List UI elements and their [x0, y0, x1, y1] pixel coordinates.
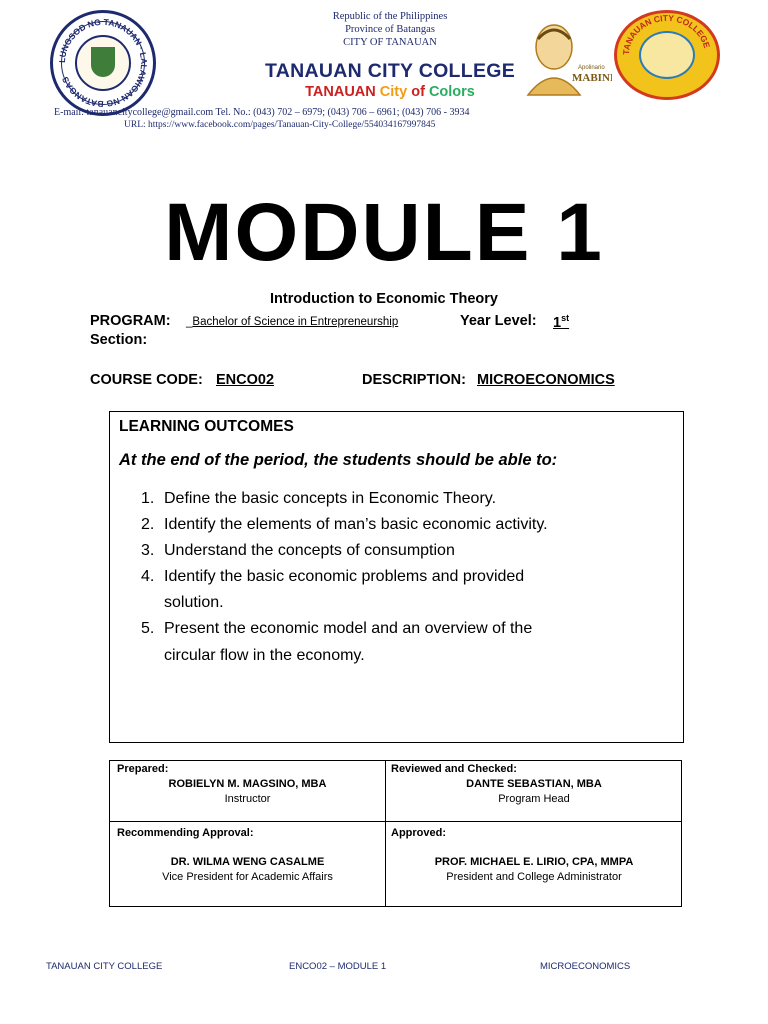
- contact-line: E-mail: tanauancitycollege@gmail.com Tel. No.: (043) 702 – 6979; (043) 706 – 6961; (043) 706 - 3934: [54, 107, 470, 118]
- portrait-name: MABINI: [572, 72, 612, 84]
- tagline-prefix: TANAUAN: [305, 84, 380, 100]
- outcome-text-continued: solution.: [164, 594, 224, 611]
- url-line: URL: https://www.facebook.com/pages/Tanauan-City-College/554034167997845: [124, 120, 436, 130]
- program-label: PROGRAM:: [90, 313, 171, 329]
- approved-name: PROF. MICHAEL E. LIRIO, CPA, MMPA: [434, 856, 634, 868]
- city-seal-logo: [50, 10, 156, 116]
- republic-line: Republic of the Philippines: [332, 11, 448, 22]
- outcome-text: Define the basic concepts in Economic Theory.: [164, 490, 497, 507]
- recommending-label: Recommending Approval:: [117, 827, 254, 839]
- course-code-value: ENCO02: [216, 372, 275, 388]
- module-subtitle: Introduction to Economic Theory: [270, 291, 498, 307]
- tagline-of: of: [407, 84, 429, 100]
- approved-role: President and College Administrator: [446, 871, 622, 883]
- college-seal-text: TANAUAN CITY COLLEGE: [620, 13, 713, 56]
- footer-right: MICROECONOMICS: [540, 961, 631, 972]
- learning-outcomes-heading: LEARNING OUTCOMES: [119, 418, 294, 435]
- reviewed-role: Program Head: [498, 793, 570, 805]
- mabini-portrait-logo: [508, 17, 612, 97]
- outcome-text: Understand the concepts of consumption: [164, 542, 455, 559]
- table-divider: [109, 821, 682, 822]
- outcome-number: 2.: [141, 516, 155, 533]
- reviewed-label: Reviewed and Checked:: [391, 763, 517, 775]
- tagline-colors: Colors: [428, 84, 475, 100]
- recommending-name: DR. WILMA WENG CASALME: [170, 856, 325, 868]
- prepared-role: Instructor: [224, 793, 271, 805]
- year-level-number: [553, 315, 569, 331]
- outcome-number: 1.: [141, 490, 155, 507]
- province-line: Province of Batangas: [345, 24, 435, 35]
- year-level-value: [553, 313, 569, 331]
- prepared-name: ROBIELYN M. MAGSINO, MBA: [168, 778, 327, 790]
- portrait-caption: Apolinario: [578, 65, 605, 71]
- module-title: MODULE 1: [164, 187, 604, 278]
- svg-text:TANAUAN CITY COLLEGE: [621, 13, 712, 55]
- reviewed-name: DANTE SEBASTIAN, MBA: [466, 778, 602, 790]
- program-name: Bachelor of Science in Entrepreneurship: [192, 316, 399, 328]
- outcome-text: Identify the elements of man’s basic economic activity.: [164, 516, 548, 533]
- year-suffix: st: [561, 313, 570, 323]
- outcome-number: 3.: [141, 542, 155, 559]
- footer-left: TANAUAN CITY COLLEGE: [46, 961, 163, 972]
- outcome-text: Present the economic model and an overview of the: [164, 620, 533, 637]
- college-name: TANAUAN CITY COLLEGE: [264, 60, 516, 82]
- approved-label: Approved:: [391, 827, 446, 839]
- outcome-number: 4.: [141, 568, 155, 585]
- learning-outcomes-intro: At the end of the period, the students should be able to:: [119, 451, 558, 469]
- program-prefix: _: [186, 316, 193, 328]
- outcome-number: 5.: [141, 620, 155, 637]
- college-seal-logo: [614, 10, 720, 100]
- tagline-city: City: [379, 84, 408, 100]
- program-value: [186, 316, 398, 328]
- city-line: CITY OF TANAUAN: [343, 37, 437, 48]
- svg-text:LUNGSOD NG TANAUAN · LALAWIGAN: [57, 17, 149, 109]
- outcome-text: Identify the basic economic problems and provided: [164, 568, 525, 585]
- prepared-label: Prepared:: [117, 763, 169, 775]
- year-level-label: Year Level:: [460, 313, 537, 329]
- recommending-role: Vice President for Academic Affairs: [162, 871, 333, 883]
- description-label: DESCRIPTION:: [362, 372, 466, 388]
- section-label: Section:: [90, 332, 148, 348]
- description-value: MICROECONOMICS: [477, 372, 615, 388]
- footer-center: ENCO02 – MODULE 1: [289, 961, 387, 972]
- outcome-text-continued: circular flow in the economy.: [164, 647, 365, 664]
- course-code-label: COURSE CODE:: [90, 372, 203, 388]
- year-number: 1: [553, 314, 562, 331]
- city-seal-text: LUNGSOD NG TANAUAN · LALAWIGAN NG BATANGAS: [56, 16, 150, 110]
